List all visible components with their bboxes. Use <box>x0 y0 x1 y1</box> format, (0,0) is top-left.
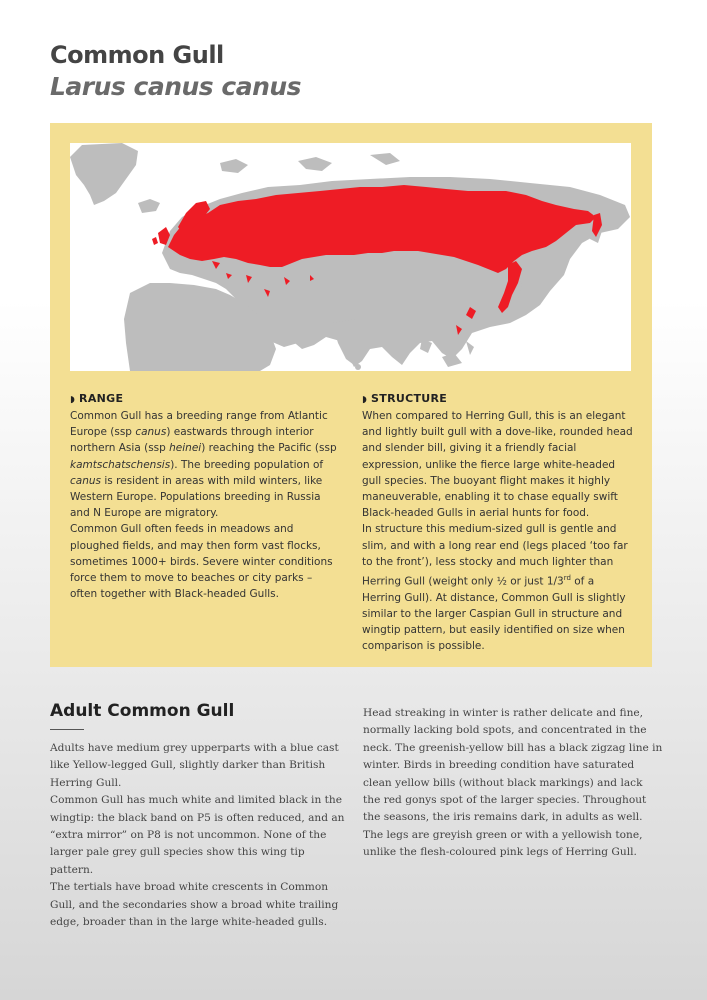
ssp-name: kamtschatschensis <box>70 458 171 471</box>
range-text-run: ) eastwards through interior northern Asia (ssp <box>70 426 314 455</box>
ordinal-suffix: rd <box>563 574 571 583</box>
range-column <box>70 391 342 602</box>
heading-rule <box>50 729 84 730</box>
range-text-run: ) reaching the Pacific (ssp <box>201 442 337 455</box>
structure-heading-label: STRUCTURE <box>371 392 448 405</box>
structure-column <box>362 391 634 655</box>
range-heading <box>70 391 342 408</box>
structure-paragraph-1: When compared to Herring Gull, this is an elegant and lightly built gull with a dove-like, rounded head and slender bill, giving it a friendly facial expression, unlike the fierce large white-headed gull species. The buoyant flight makes it highly maneuverable, enabling it to chase equally swift Black-headed Gulls in aerial hunts for food. <box>362 410 633 520</box>
triangle-bullet-icon: ◗ <box>70 395 76 405</box>
ssp-name: heinei <box>169 442 202 455</box>
scientific-name: Larus canus canus <box>50 72 302 101</box>
range-paragraph-1 <box>70 408 342 521</box>
section-heading: Adult Common Gull <box>50 701 235 721</box>
range-heading-label: RANGE <box>79 392 124 405</box>
info-panel <box>50 123 652 667</box>
ssp-name: canus <box>70 474 101 487</box>
structure-text-run: In structure this medium-sized gull is gentle and slim, and with a long rear end (legs placed ‘too far to the front’), less stocky and much lighter than Herring Gull (weight only ½ or just 1/3 <box>362 523 628 588</box>
triangle-bullet-icon: ◗ <box>362 395 368 405</box>
adult-text-left <box>50 740 350 931</box>
adult-paragraph: Adults have medium grey upperparts with a blue cast like Yellow-legged Gull, slightly darker than British Herring Gull. <box>50 742 339 789</box>
adult-text-right <box>363 705 663 862</box>
ssp-name: canus <box>135 426 167 439</box>
range-map <box>70 143 631 371</box>
range-paragraph-2: Common Gull often feeds in meadows and ploughed fields, and may then form vast flocks, sometimes 1000+ birds. Severe winter conditions force them to move to beaches or city parks – often together with Black-headed Gulls. <box>70 523 333 601</box>
adult-paragraph: The legs are greyish green or with a yellowish tone, unlike the flesh-coloured pink legs of Herring Gull. <box>363 828 643 859</box>
range-map-graphic <box>70 143 631 371</box>
range-text-run: Common Gull has a breeding range from Atlantic Europe (ssp <box>70 410 328 439</box>
structure-paragraph-2 <box>362 521 634 654</box>
adult-paragraph: Common Gull has much white and limited black in the wingtip: the black band on P5 is often reduced, and an “extra mirror” on P8 is not uncommon. None of the larger pale grey gull species show this wing tip pattern. <box>50 794 345 876</box>
adult-paragraph: The tertials have broad white crescents in Common Gull, and the secondaries show a broad white trailing edge, broader than in the large white-headed gulls. <box>50 881 339 929</box>
srilanka-landmass <box>355 364 361 370</box>
page-title: Common Gull <box>50 41 224 69</box>
structure-heading <box>362 391 634 408</box>
structure-text-run: of a Herring Gull). At distance, Common Gull is slightly similar to the larger Caspian Gull in structure and wingtip pattern, but easily identified on size when comparison is possible. <box>362 575 626 653</box>
range-text-run: ). The breeding population of <box>170 458 324 471</box>
range-text-run: is resident in areas with mild winters, like Western Europe. Populations breeding in Russia and N Europe are migratory. <box>70 474 323 520</box>
adult-paragraph: Head streaking in winter is rather delicate and fine, normally lacking bold spots, and concentrated in the neck. The greenish-yellow bill has a black zigzag line in winter. Birds in breeding condition have saturated clean yellow bills (without black markings) and lack the red gonys spot of the larger species. Throughout the seasons, the iris remains dark, in adults as well. <box>363 707 663 824</box>
